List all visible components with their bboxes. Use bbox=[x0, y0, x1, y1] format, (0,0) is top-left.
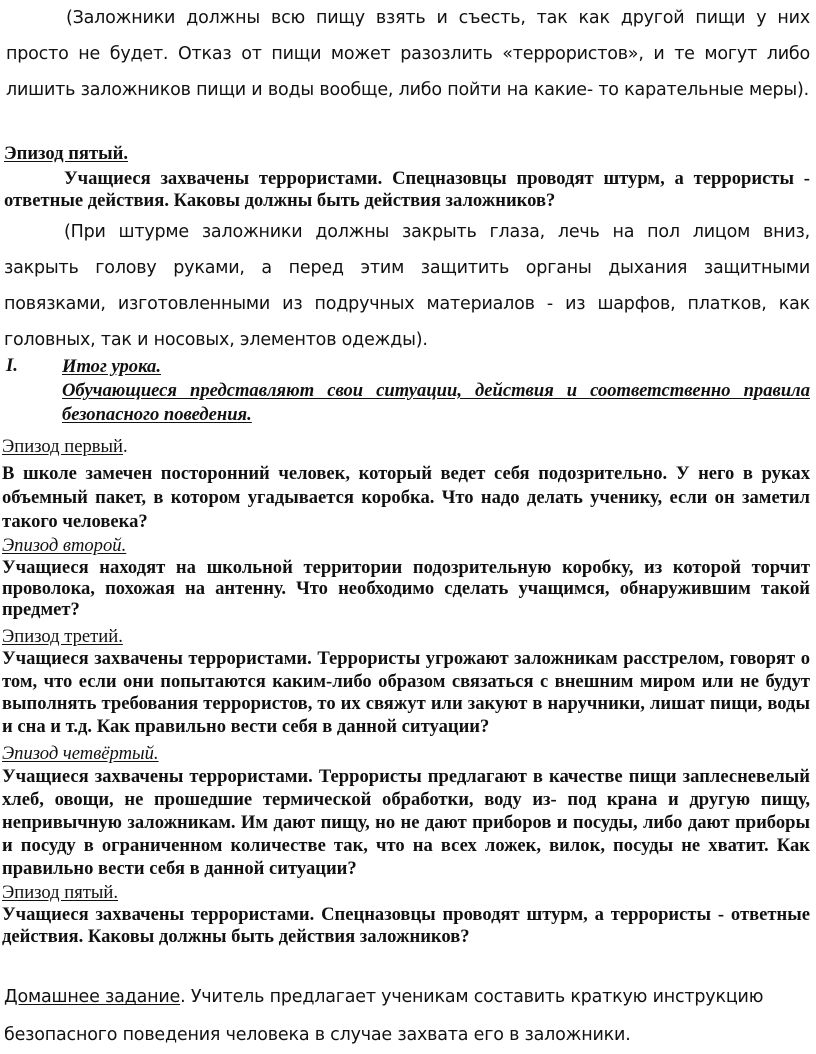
episode-5-text: Учащиеся захвачены террористами. Спецназовцы проводят штурм, а террористы - ответные действия. Каковы должны быть действия заложников? bbox=[2, 904, 810, 947]
summary-subtitle: Обучающиеся представляют свои ситуации, действия и соответственно правила безопасного поведения. bbox=[62, 380, 810, 425]
episode-2 bbox=[2, 535, 810, 620]
answer-paragraph-episode5: (При штурме заложники должны закрыть глаза, лечь на пол лицом вниз, закрыть голову руками, а перед этим защитить органы дыхания защитными повязками, изготовленными из подручных материалов - из шарфов, платков, как головных, так и носовых, элементов одежды). bbox=[4, 222, 810, 350]
episode-1 bbox=[2, 436, 810, 534]
episode-2-title: Эпизод второй. bbox=[2, 535, 127, 556]
episode-3 bbox=[2, 626, 810, 738]
episode-4-title: Эпизод четвёртый. bbox=[2, 743, 159, 764]
episode-5-title: Эпизод пятый. bbox=[2, 882, 119, 903]
homework-label: Домашнее задание bbox=[4, 987, 181, 1007]
episode5-title-top: Эпизод пятый. bbox=[4, 143, 129, 164]
episode-3-title: Эпизод третий. bbox=[2, 626, 123, 647]
episode-1-heading bbox=[2, 436, 810, 458]
episode-4 bbox=[2, 743, 810, 880]
episode-5 bbox=[2, 882, 810, 948]
episode5-question-top: Учащиеся захвачены террористами. Спецназовцы проводят штурм, а террористы - ответные действия. Каковы должны быть действия заложников? bbox=[4, 168, 810, 211]
episode-1-title: Эпизод первый bbox=[2, 436, 124, 457]
section-number: I. bbox=[6, 355, 18, 376]
episode-3-text: Учащиеся захвачены террористами. Террористы угрожают заложникам расстрелом, говорят о том, что если они попытаются каким-либо образом связаться с внешним миром или не будут выполнять требования террористов, то их свяжут или закуют в наручники, лишат пищи, воды и сна и т.д. Как правильно вести себя в данной ситуации? bbox=[2, 648, 810, 737]
episode-1-text: В школе замечен посторонний человек, который ведет себя подозрительно. У него в руках объемный пакет, в котором угадывается коробка. Что надо делать ученику, если он заметил такого человека? bbox=[2, 463, 810, 532]
episode-2-text: Учащиеся находят на школьной территории подозрительную коробку, из которой торчит проволока, похожая на антенну. Что необходимо сделать учащимся, обнаружившим такой предмет? bbox=[2, 557, 810, 620]
answer-paragraph-episode4: (Заложники должны всю пищу взять и съесть, так как другой пищи у них просто не будет. Отказ от пищи может разозлить «террористов», и те могут либо лишить заложников пищи и воды вообще, либо пойти на какие- то карательные меры). bbox=[6, 8, 810, 100]
summary-title: Итог урока. bbox=[62, 356, 161, 377]
homework-paragraph bbox=[4, 978, 810, 1054]
episode-1-title-suffix: . bbox=[123, 436, 128, 457]
homework-text: . Учитель предлагает ученикам составить краткую инструкцию безопасного поведения человека в случае захвата его в заложники. bbox=[4, 987, 764, 1045]
episode-4-text: Учащиеся захвачены террористами. Террористы предлагают в качестве пищи заплесневелый хлеб, овощи, не прошедшие термической обработки, воду из- под крана и другую пищу, непривычную заложникам. Им дают пищу, но не дают приборов и посуды, либо дают приборы и посуду в ограниченном количестве так, что на всех ложек, вилок, посуды не хватит. Как правильно вести себя в данной ситуации? bbox=[2, 766, 810, 879]
